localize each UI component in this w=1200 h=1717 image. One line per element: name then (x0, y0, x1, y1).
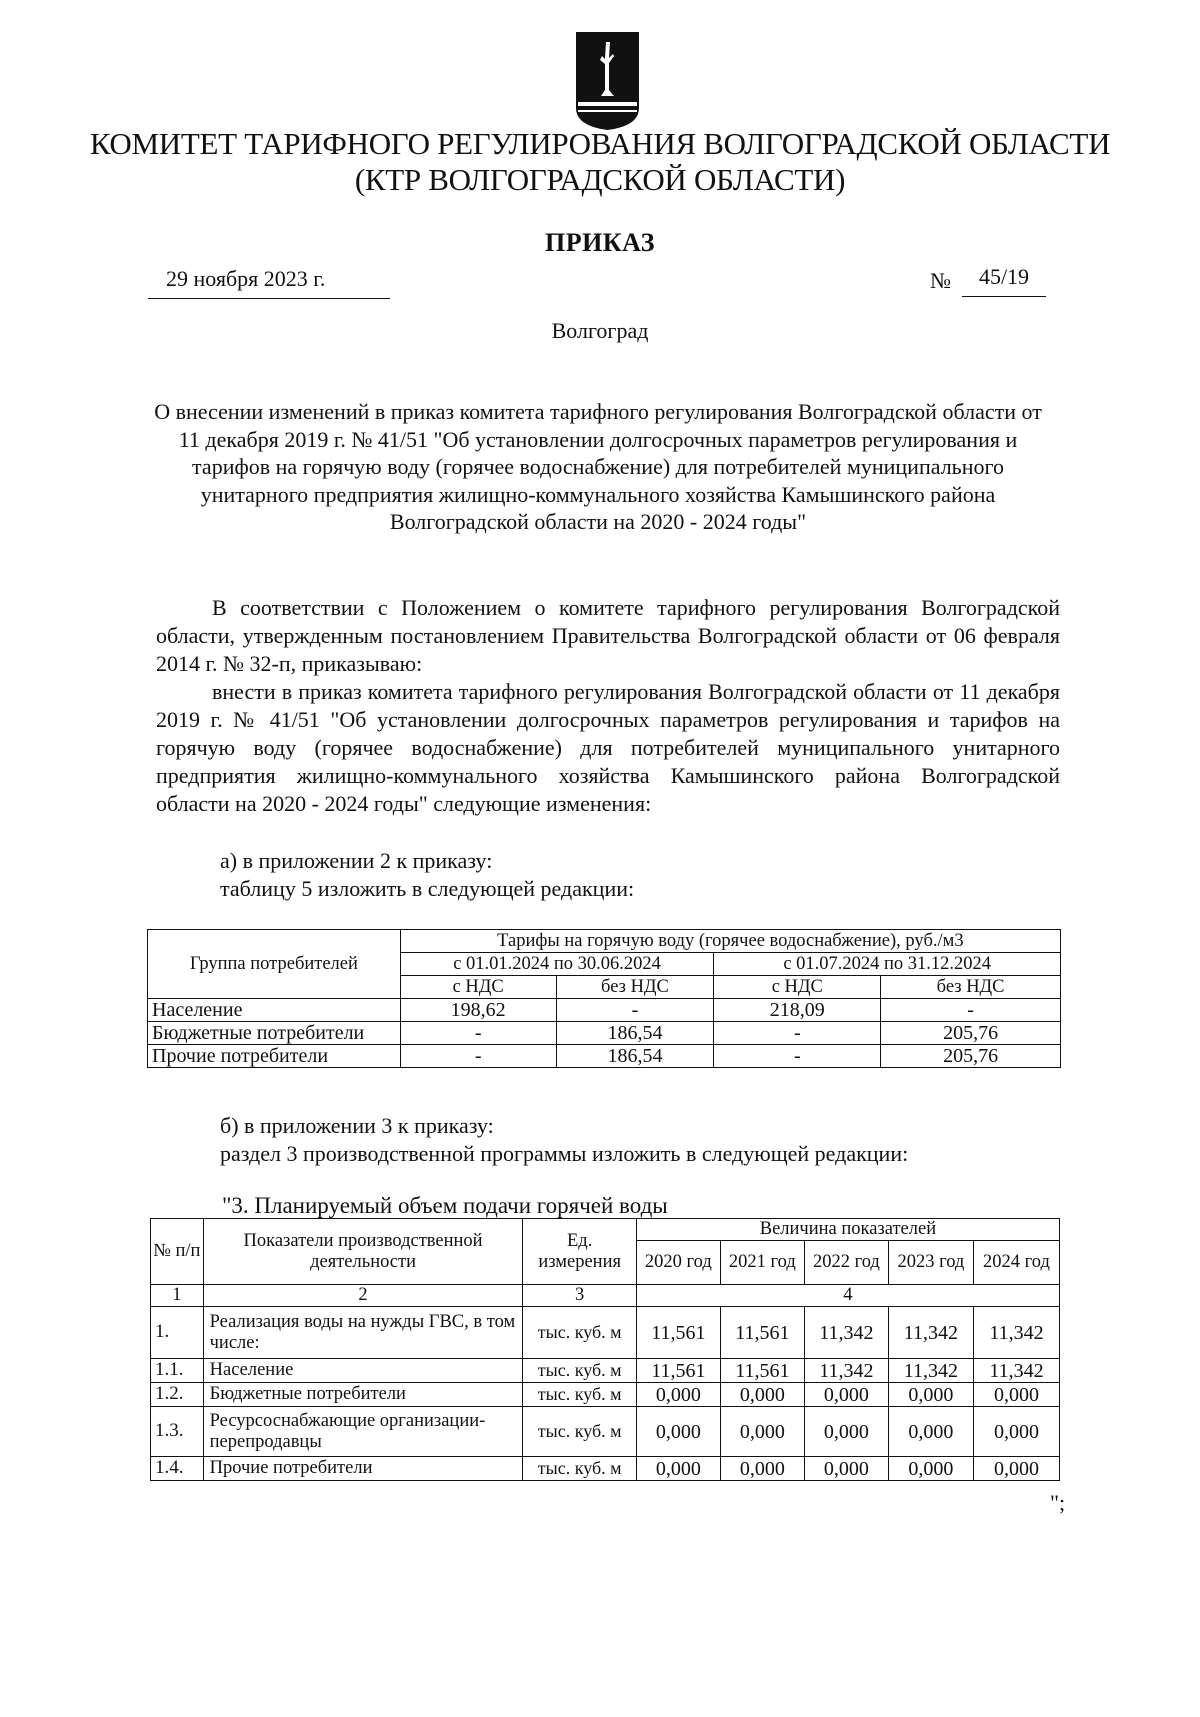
tariff-cell: - (400, 1045, 556, 1068)
table-row (151, 1457, 1060, 1481)
table-row (151, 1383, 1060, 1407)
row-unit: тыс. куб. м (523, 1383, 636, 1407)
tariff-cell: - (400, 1022, 556, 1045)
row-num: 1.4. (151, 1457, 204, 1481)
tariff-table (147, 929, 1061, 1068)
group-header: Группа потребителей (148, 930, 401, 999)
value-cell: 0,000 (973, 1457, 1059, 1481)
p1-vat-header: с НДС (400, 976, 556, 999)
preamble-paragraph: В соответствии с Положением о комитете тарифного регулирования Волгоградской области, утвержденным постановлением Правительства Волгоградской области от 06 февраля 2014 г. № 32-п, приказываю: (156, 595, 1060, 676)
value-cell: 0,000 (888, 1457, 973, 1481)
value-cell: 11,342 (973, 1307, 1059, 1359)
tariff-cell: 205,76 (881, 1022, 1061, 1045)
table-row (148, 999, 1061, 1022)
year-header: 2022 год (804, 1241, 888, 1285)
value-cell: 0,000 (804, 1383, 888, 1407)
header-indicator: Показатели производственной деятельности (203, 1219, 523, 1285)
row-num: 1. (151, 1307, 204, 1359)
row-unit: тыс. куб. м (523, 1307, 636, 1359)
row-num: 1.1. (151, 1359, 204, 1383)
header-num: № п/п (151, 1219, 204, 1285)
row-name: Реализация воды на нужды ГВС, в том числе: (203, 1307, 523, 1359)
value-cell: 0,000 (973, 1383, 1059, 1407)
tariff-cell: 205,76 (881, 1045, 1061, 1068)
row-unit: тыс. куб. м (523, 1407, 636, 1457)
group-cell: Прочие потребители (148, 1045, 401, 1068)
order-paragraph: внести в приказ комитета тарифного регулирования Волгоградской области от 11 декабря 2019 г. № 41/51 "Об установлении долгосрочных параметров регулирования и тарифов на горячую воду (горячее водоснабжение) для потребителей муниципального унитарного предприятия жилищно-коммунального хозяйства Камышинского района Волгоградской области на 2020 - 2024 годы" следующие изменения: (156, 679, 1060, 816)
value-cell: 0,000 (973, 1407, 1059, 1457)
table-row (151, 1359, 1060, 1383)
row-unit: тыс. куб. м (523, 1457, 636, 1481)
order-number: 45/19 (962, 264, 1046, 297)
col-num: 3 (523, 1285, 636, 1307)
coat-of-arms-icon (574, 30, 641, 132)
period2-header: с 01.07.2024 по 31.12.2024 (714, 953, 1061, 976)
order-subject: О внесении изменений в приказ комитета тарифного регулирования Волгоградской области от 11 декабря 2019 г. № 41/51 "Об установлении долгосрочных параметров регулирования и тарифов на горячую воду (горячее водоснабжение) для потребителей муниципального унитарного предприятия жилищно-коммунального хозяйства Камышинского района Волгоградской области на 2020 - 2024 годы" (154, 399, 1042, 534)
item-b-text: раздел 3 производственной программы изложить в следующей редакции: (220, 1141, 909, 1166)
tariff-cell: 218,09 (714, 999, 881, 1022)
p2-novat-header: без НДС (881, 976, 1061, 999)
value-cell: 0,000 (636, 1383, 720, 1407)
year-header: 2021 год (720, 1241, 804, 1285)
year-header: 2024 год (973, 1241, 1059, 1285)
value-cell: 11,561 (636, 1307, 720, 1359)
tariff-cell: - (881, 999, 1061, 1022)
value-cell: 0,000 (804, 1407, 888, 1457)
number-sign: № (930, 268, 951, 293)
value-cell: 11,561 (720, 1359, 804, 1383)
closing-quote: "; (1050, 1490, 1066, 1515)
row-name: Ресурсоснабжающие организации-перепродавцы (203, 1407, 523, 1457)
table-row (151, 1407, 1060, 1457)
group-cell: Население (148, 999, 401, 1022)
col-num: 4 (636, 1285, 1059, 1307)
tariff-cell: - (714, 1022, 881, 1045)
value-cell: 11,342 (804, 1359, 888, 1383)
value-cell: 0,000 (720, 1407, 804, 1457)
header-values: Величина показателей (636, 1219, 1059, 1241)
value-cell: 0,000 (636, 1407, 720, 1457)
tariff-cell: - (556, 999, 714, 1022)
row-num: 1.2. (151, 1383, 204, 1407)
value-cell: 0,000 (888, 1407, 973, 1457)
org-name-line2: (КТР ВОЛГОГРАДСКОЙ ОБЛАСТИ) (354, 162, 846, 197)
document-type: ПРИКАЗ (544, 228, 656, 257)
value-cell: 0,000 (804, 1457, 888, 1481)
row-num: 1.3. (151, 1407, 204, 1457)
tariff-main-header: Тарифы на горячую воду (горячее водоснабжение), руб./м3 (400, 930, 1060, 953)
item-b: б) в приложении 3 к приказу: (220, 1113, 494, 1138)
value-cell: 11,342 (973, 1359, 1059, 1383)
tariff-cell: 186,54 (556, 1022, 714, 1045)
year-header: 2023 год (888, 1241, 973, 1285)
header-unit: Ед. измерения (523, 1219, 636, 1285)
year-header: 2020 год (636, 1241, 720, 1285)
value-cell: 11,561 (720, 1307, 804, 1359)
row-name: Население (203, 1359, 523, 1383)
row-name: Бюджетные потребители (203, 1383, 523, 1407)
item-a: а) в приложении 2 к приказу: (220, 848, 493, 873)
value-cell: 11,342 (804, 1307, 888, 1359)
volume-table (150, 1218, 1060, 1481)
row-unit: тыс. куб. м (523, 1359, 636, 1383)
value-cell: 11,342 (888, 1307, 973, 1359)
group-cell: Бюджетные потребители (148, 1022, 401, 1045)
tariff-cell: 198,62 (400, 999, 556, 1022)
value-cell: 0,000 (888, 1383, 973, 1407)
value-cell: 0,000 (636, 1457, 720, 1481)
col-num: 1 (151, 1285, 204, 1307)
city: Волгоград (551, 318, 649, 343)
item-a-text: таблицу 5 изложить в следующей редакции: (220, 876, 635, 901)
section-title: "3. Планируемый объем подачи горячей воды (222, 1193, 668, 1218)
org-name-line1: КОМИТЕТ ТАРИФНОГО РЕГУЛИРОВАНИЯ ВОЛГОГРАДСКОЙ ОБЛАСТИ (89, 126, 1111, 161)
table-row (148, 1022, 1061, 1045)
tariff-cell: 186,54 (556, 1045, 714, 1068)
period1-header: с 01.01.2024 по 30.06.2024 (400, 953, 714, 976)
table-row (148, 1045, 1061, 1068)
row-name: Прочие потребители (203, 1457, 523, 1481)
value-cell: 0,000 (720, 1457, 804, 1481)
tariff-cell: - (714, 1045, 881, 1068)
p1-novat-header: без НДС (556, 976, 714, 999)
order-date: 29 ноября 2023 г. (148, 266, 390, 299)
value-cell: 11,342 (888, 1359, 973, 1383)
col-num: 2 (203, 1285, 523, 1307)
value-cell: 0,000 (720, 1383, 804, 1407)
table-row (151, 1307, 1060, 1359)
value-cell: 11,561 (636, 1359, 720, 1383)
p2-vat-header: с НДС (714, 976, 881, 999)
